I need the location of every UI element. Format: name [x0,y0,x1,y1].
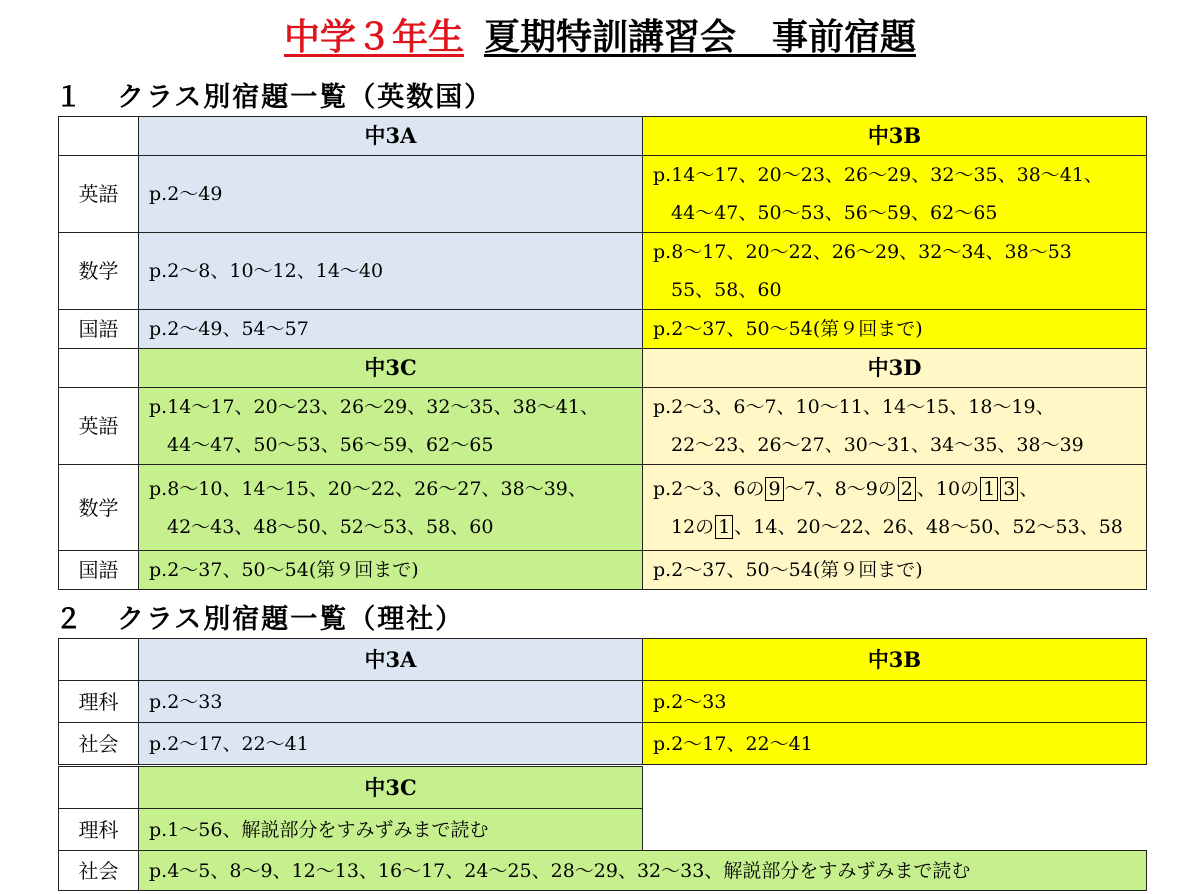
table-row [59,723,1147,765]
class-c-math-line2: 42〜43、48〜50、52〜53、58、60 [167,515,494,538]
class-c-math-line1: p.8〜10、14〜15、20〜22、26〜27、38〜39、 [149,477,587,500]
section1-heading-text: クラス別宿題一覧（英数国） [117,82,494,113]
class-b-japanese: p.2〜37、50〜54(第９回まで) [643,310,1147,349]
title-grade: 中学３年生 [283,17,464,58]
text-fragment: 、10の [916,477,980,500]
class-d-math-line2 [653,508,1146,546]
text-fragment: 、14、20〜22、26、48〜50、52〜53、58 [734,515,1123,538]
class-b-english-line1: p.14〜17、20〜23、26〜29、32〜35、38〜41、 [653,164,1103,186]
table-row [59,156,1147,233]
s2-class-a-social: p.2〜17、22〜41 [139,723,643,765]
class-b-english [643,156,1147,233]
japanese-label: 国語 [59,551,139,590]
class-c-math [139,465,643,551]
boxed-number: 2 [898,477,916,501]
corner-cell [59,117,139,156]
section1-heading [55,80,493,116]
class-d-math [643,465,1147,551]
table-row [59,681,1147,723]
corner-cell [59,349,139,388]
table-row [59,233,1147,310]
math-label: 数学 [59,465,139,551]
text-fragment: p.2〜3、6の [653,477,765,500]
math-label: 数学 [59,233,139,310]
class-d-header: 中3D [643,349,1147,388]
social-label: 社会 [59,723,139,765]
class-c-english-line1: p.14〜17、20〜23、26〜29、32〜35、38〜41、 [149,396,599,418]
s2-class-c-social: p.4〜5、8〜9、12〜13、16〜17、24〜25、28〜29、32〜33、解説部分をすみずみまで読む [139,851,1147,891]
class-b-header: 中3B [643,117,1147,156]
section2-heading [55,602,464,638]
s2-class-b-science: p.2〜33 [643,681,1147,723]
english-label: 英語 [59,156,139,233]
english-label: 英語 [59,388,139,465]
boxed-number: 1 [715,515,733,539]
s2-class-b-social: p.2〜17、22〜41 [643,723,1147,765]
boxed-number: 3 [1000,477,1018,501]
class-b-math-line1: p.8〜17、20〜22、26〜29、32〜34、38〜53 [653,241,1072,263]
page-title [0,12,1200,64]
class-a-header: 中3A [139,117,643,156]
table-row [59,465,1147,551]
text-fragment: 、 [1019,477,1039,500]
section1-number: １ [55,82,84,113]
table-section1 [58,116,1147,590]
table-row [59,117,1147,156]
empty-area [643,767,1147,809]
section2-number: ２ [55,604,84,635]
table-section2-ab [58,638,1147,765]
table-row [59,851,1147,891]
class-d-english-line1: p.2〜3、6〜7、10〜11、14〜15、18〜19、 [653,396,1055,418]
class-c-japanese: p.2〜37、50〜54(第９回まで) [139,551,643,590]
science-label: 理科 [59,681,139,723]
class-b-english-line2: 44〜47、50〜53、56〜59、62〜65 [671,202,998,224]
table-row [59,310,1147,349]
class-d-english [643,388,1147,465]
corner-cell [59,767,139,809]
boxed-number: 1 [980,477,998,501]
s2-class-b-header: 中3B [643,639,1147,681]
table-row [59,767,1147,809]
s2-class-a-science: p.2〜33 [139,681,643,723]
table-row [59,349,1147,388]
text-fragment: 12の [671,515,715,538]
s2-class-c-header: 中3C [139,767,643,809]
class-d-math-line1 [653,470,1146,508]
class-b-math-line2: 55、58、60 [671,279,782,301]
corner-cell [59,639,139,681]
table-section2-c [58,766,1147,891]
class-a-math: p.2〜8、10〜12、14〜40 [139,233,643,310]
s2-class-a-header: 中3A [139,639,643,681]
empty-area [643,809,1147,851]
class-b-math [643,233,1147,310]
class-d-japanese: p.2〜37、50〜54(第９回まで) [643,551,1147,590]
class-a-japanese: p.2〜49、54〜57 [139,310,643,349]
class-d-english-line2: 22〜23、26〜27、30〜31、34〜35、38〜39 [671,434,1084,456]
s2-class-c-science: p.1〜56、解説部分をすみずみまで読む [139,809,643,851]
title-rest: 夏期特訓講習会 事前宿題 [484,17,917,58]
table-row [59,639,1147,681]
science-label: 理科 [59,809,139,851]
class-c-header: 中3C [139,349,643,388]
boxed-number: 9 [765,477,783,501]
table-row [59,551,1147,590]
japanese-label: 国語 [59,310,139,349]
class-c-english-line2: 44〜47、50〜53、56〜59、62〜65 [167,434,494,456]
class-c-english [139,388,643,465]
social-label: 社会 [59,851,139,891]
section2-heading-text: クラス別宿題一覧（理社） [117,604,465,635]
class-a-english: p.2〜49 [139,156,643,233]
table-row [59,388,1147,465]
table-row [59,809,1147,851]
text-fragment: 〜7、8〜9の [784,477,897,500]
